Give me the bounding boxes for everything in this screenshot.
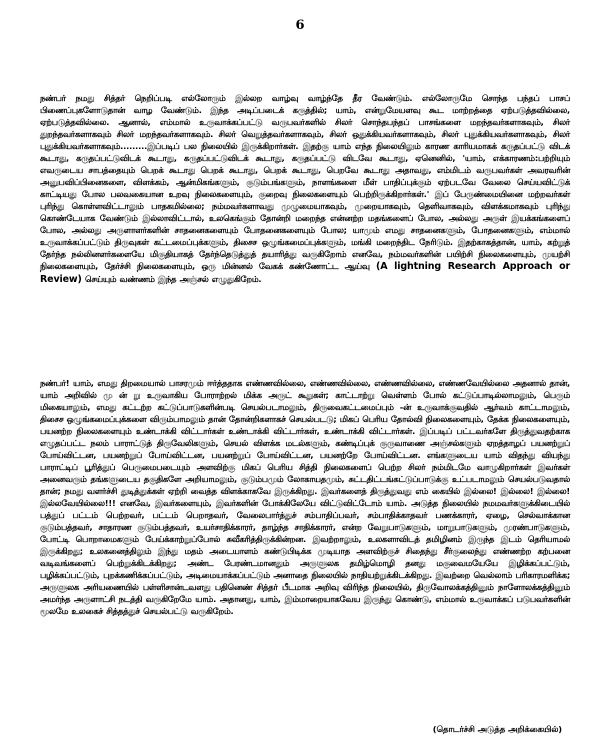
paragraph-2-body: யாம், எமது திறமையால் பாசரமும் ஈர்த்ததாக எண்ணவில்லை, எண்ணவில்லை, எண்ணவில்லை, எண்ணவேயில்லை அதனால் தான், யாம் அறிவில் மு ன் று உருவாகிய போராற்றல் மிக்க அருட் கூறுகள்; காட்டாற்று வெள்ளம் போல் கட்டுப்பாடில்லாமலும், பெரும் மிகையாலும், எமது கட்டற்ற கட்டுப்பாடுகளின்படி செயல்படாமலும், திருவைகட்டமைப்பும் -ன் உருவாக்குவதில் ஆர்வம் காட்டாமலும், திசைச ஒழுங்கமைப்புக்களை விரும்பாமலும் தான் தோன்றிகளாகச் செயல்படடு; மிகப் பெரிய தோல்வி நிலைகளையும், தேக்க நிலைகளையும், பயனற்ற நிலைகளையும் உண்டாக்கி விட்டார்கள் உண்டாக்கி விட்டார்கள், உண்டாக்கி விட்டார்கள். இப்படிப் பட்டவர்களே திருத்துவதற்காக எழுதப்பட்ட நலம் பாராட்டுத் திருவேலிகளும், செயல் விளக்க மடல்களும், கண்டிப்புக் குருவாணை அஞ்சல்களும் ஏறத்தாழப் பயனற்றுப் போய்விட்டன, பயனற்றுப் போய்விட்டன, பயனற்றுப் போய்விட்டன, பயனற்றே போய்விட்டன. எங்களுடைய யாம் விதந்து வியந்து பாராட்டிப் பூரித்துப் பெருமைபடையும் அளவிற்கு மிகப் பெரிய சித்தி நிலைகளைப் பெற்ற சிலர் நம்மிடமே வாழுகிறார்கள் இவர்கள் அனைவரும் தங்களுடைய தகுதிகளே அறியாமலும், குடும்பமும் லோகாயதமும், சுட்டதிட்டங்கட்டுப்பாடுக்கு உட்படாமலும் செயல்படுவதால் தான்; நமது வளர்ச்சி துடித்துக்கள் ஏற்றி வைத்த விளக்காகவே இருக்கிறது. இவர்களைத் திருத்துவது எம் கையில் இல்லை! இல்லை! இல்லை! இல்லவேயில்லை!!! எனவே, இவர்களையும், இவர்களின் போக்கிலேயே விட்டுவிட்டோம் யாம். அடுத்த நிலையில் நமமவர்களுக்கிடையில் பத்துப் பட்டம் பெற்றவர், பட்டம் பெறாதவர், வேலைபார்த்துச் சம்பாதிப்பவர், சம்பாதிக்காதவர் பணக்காரர், ஏழை, செல்வாக்கான குடும்பத்தவர், சாதாரண குடும்பத்தவர், உயர்சாதிக்காரர், தாழ்ந்த சாதிக்காரர், என்ற வேறுபாடுகளும், மாறுபாடுகளும், முரண்பாடுகளும், போட்டி பொறாமைகளும் பேய்க்காற்றுப்போல் சுவீகரித்திருக்கின்றன. இவற்றாலும், உலகளாவிடத் தமிழினம் இருந்த இடம் தெரியாமல் இருக்கிறது; உலகனைத்திலும் இந்து மதம் அடையாளம் கண்டுபிடிக்க முடியாத அளவிற்குச் சிதைந்து சீர்குலைந்து எண்ணற்ற கற்பனை வடிவங்களைப் பெற்றுக்கிடக்கிறது; அண்ட பேரண்டமானதும் அருளுலக தமிழ்மொழி தனது மகுவைமயேயே இழிக்கப்பட்டும், பழிக்கப்பட்டும், புறக்கணிக்கப்பட்டும், அடிமையாக்கப்பட்டும் அனாதை நிலையில் நாதியற்றுக்கிடக்கிறது. இவற்றை வெல்லாம் பரிகாரமளிக்க; அருளுலக அரியணையில் பள்ளிசான்டவளது பதினெண் சித்தர் பீடமாக அறிவு விரிந்த நிலையில், திருவோலக்கத்தினும் நாளோலக்கத்தினும் அமர்ந்த அருளாட்சி நடத்தி வருகிறேமே யாம். அதானது, யாம், இம்மாறையாகவேய இருந்து கொண்டு, எம்மால் உருவாக்கப் படுபவர்களின் மூலமே உலகைச் சித்தத்துச் செயல்பட்டு வருகிறேம். [40, 378, 570, 616]
paragraph-2-lead: நண்பர்! [40, 378, 70, 388]
continuation-note: (தொடர்ச்சி அடுத்த அறிக்கையில்) [432, 724, 562, 734]
paragraph-1-tail: செய்யும் வண்ணம் இந்த அஞ்சல் எழுதுகிறேம். [81, 274, 262, 284]
paragraph-1-english-phrase: (A lightning Research Approach or Review) [40, 261, 570, 285]
paragraph-1-body: நமது சித்தர் நெறிப்படி எல்லோரும் இல்லற வாழ்வு வாழ்ந்தே தீர வேண்டும். எல்லோருமே சொந்த பந்தப் பாசப் பிணைப்புகளோடுதான் வாழ வேண்டும். இந்த அடிப்படைக் கருத்தில்; யாம், என்றுமேயளவு கூட மாற்றத்தை ஏற்படுத்தவில்லை, ஏற்படுத்தவில்லை. ஆனால், எம்மால் உருவாக்கப்பட்டு வருபவர்களில் சிலர் சொந்தபந்தப் பாசங்களை மறந்தவர்களாகவும், சிலர் துறந்தவர்களாகவும் சிலர் மறந்தவர்களாகவும். சிலர் வெறுத்தவர்களாகவும், சிலர் ஒதுக்கியவர்களாகவும், சிலர் புதுக்கியவர்களாகவும், சிலர் புதுக்கியவர்களாகவும்.........இப்படிப் பல நிலையில் இருக்கிறார்கள். இதற்கு யாம் எந்த நிலையிலும் காரண காரியமாகக் கருதப்பட்டு விடக் கூடாது, கருதப்பட்டுவிடக் கூடாது, கருதப்பட்டுவிடக் கூடாது, கருதப்பட்டு விடவே கூடாது, ஏனெனில், 'யாம், எக்காரணம்:பற்றியும் எவருடைய சாபத்தையும் பெறக் கூடாது பெறக் கூடாது, பெறக் கூடாது, பெறவே கூடாது அதாவது, எம்மிடம் வருபவர்கள் அவரவரின் அனுபவிப்பினைகளை, விளக்கம், ஆன்மிகங்களும், குடும்பங்களும், நாளங்களை மீள் பாதிப்புக்கும் ஏற்படவே வேலை செய்யவிட்டுக் காட்டியது போல பலவகையான உறவு நிலைகளையும், குறைவு நிலைகளையும் பெற்றிருக்கிறார்கள்.' இப் பேருண்மையினை மற்றவர்கள் புரிந்து கொள்ளவிட்டாலும் பாதகமில்லை; நம்மவர்களாவது முழுமையாகவும், முறையாகவும், தெளிவாகவும், விளக்கமாகவும் புரிந்து கொண்டேயாக வேண்டும் இல்லாவிட்டால், உலகெங்கும் தோன்றி மறைந்த என்னற்ற மதங்களைப் போல, அல்லது அருள் இயக்கங்களைப் போல, அல்லது அருளாளர்களின் சாதனைகளையும் போதனைகளையும் போல; யாமும் எமது சாதனைகளும், போதனைகளும், எம்மால் உருவாக்கப்பட்டும் திருவுகள் கட்டமைப்புக்களும், திசைச ஒழுங்கமைப்புக்களும், மங்கி மறைந்திட நேரிடும். இதற்காகத்தான், யாம், கற்றுத் தேர்ந்த நல்லினளர்களையே மிகுதியாகத் தேர்ந்தெடுத்துத் தயாரித்து வருகிறோம் எனவே, நம்மவர்களின் பயிற்சி நிலைகளையும், முயற்சி நிலைகளையும், தேர்ச்சி நிலைகளையும், ஒரு மின்னல் வேகக் கண்ணோட்ட ஆய்வு [40, 93, 570, 271]
paragraph-2 [40, 377, 570, 617]
page-number: 6 [295, 18, 305, 33]
paragraph-1-lead: நண்பர் [40, 93, 66, 103]
paragraph-1 [40, 92, 570, 286]
